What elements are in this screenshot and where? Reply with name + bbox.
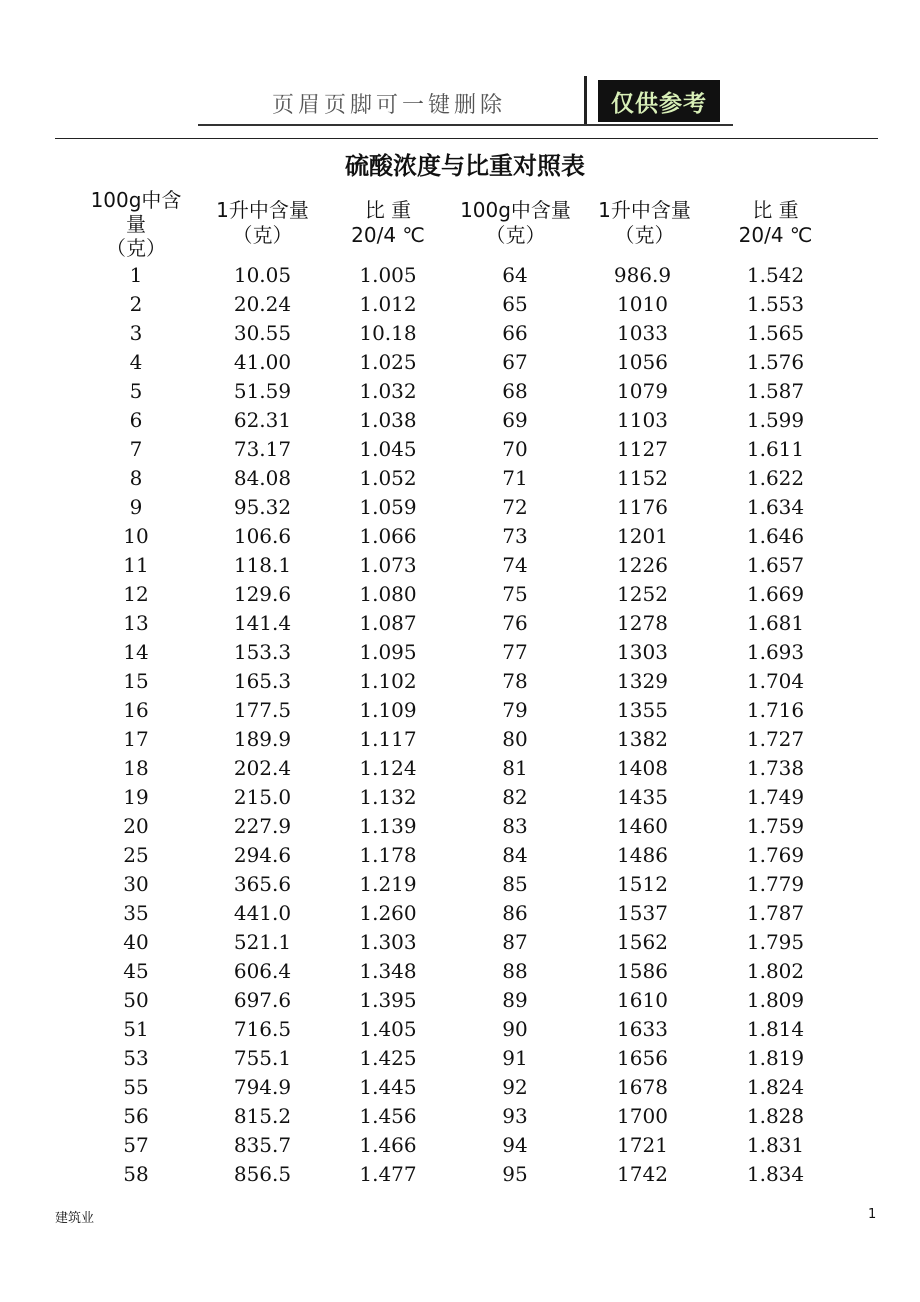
table-cell: 5: [129, 379, 143, 403]
table-cell: 1.831: [746, 1133, 805, 1157]
table-cell: 1329: [617, 669, 668, 693]
column-left-pct: [96, 261, 176, 1189]
table-cell: 365.6: [233, 872, 292, 896]
table-cell: 1512: [617, 872, 668, 896]
table-cell: 1226: [617, 553, 668, 577]
table-cell: 1.025: [359, 350, 417, 374]
table-cell: 1.787: [746, 901, 805, 925]
table-cell: 106.6: [233, 524, 292, 548]
table-cell: 81: [502, 756, 528, 780]
table-cell: 3: [129, 321, 143, 345]
header-sg-left: [333, 198, 443, 248]
table-cell: 1.622: [746, 466, 805, 490]
page-number: 1: [868, 1207, 877, 1222]
table-cell: 521.1: [233, 930, 292, 954]
header-pct-right-line2: （克）: [485, 223, 546, 247]
table-cell: 1586: [617, 959, 668, 983]
header-underline: [198, 124, 733, 126]
table-cell: 1.080: [359, 582, 417, 606]
header-sg-line2: 20/4 ℃: [351, 223, 425, 247]
table-cell: 1.466: [359, 1133, 417, 1157]
table-cell: 1.795: [746, 930, 805, 954]
table-cell: 1460: [617, 814, 668, 838]
header-gpl-right-line2: （克）: [614, 223, 675, 247]
table-cell: 1.553: [746, 292, 805, 316]
table-cell: 202.4: [233, 756, 292, 780]
table-cell: 51: [123, 1017, 149, 1041]
table-cell: 294.6: [233, 843, 292, 867]
table-cell: 74: [502, 553, 528, 577]
header-pct-line2: 量: [126, 212, 146, 236]
header-gpl-line1: 1升中含量: [216, 198, 309, 222]
table-cell: 93: [502, 1104, 528, 1128]
table-cell: 80: [502, 727, 528, 751]
table-cell: 227.9: [233, 814, 292, 838]
column-right-sg: [718, 261, 833, 1189]
table-cell: 1252: [617, 582, 668, 606]
table-cell: 1176: [617, 495, 668, 519]
table-cell: 1278: [617, 611, 668, 635]
table-cell: 1.066: [359, 524, 417, 548]
table-cell: 69: [502, 408, 528, 432]
table-cell: 62.31: [233, 408, 292, 432]
table-cell: 1010: [617, 292, 668, 316]
table-cell: 1.716: [746, 698, 805, 722]
table-cell: 1.032: [359, 379, 417, 403]
table-cell: 56: [123, 1104, 149, 1128]
table-cell: 1.005: [359, 263, 417, 287]
table-cell: 1.576: [746, 350, 805, 374]
table-cell: 177.5: [233, 698, 292, 722]
reference-badge: 仅供参考: [598, 80, 720, 122]
table-cell: 66: [502, 321, 528, 345]
table-cell: 15: [123, 669, 149, 693]
table-cell: 165.3: [233, 669, 292, 693]
table-cell: 1.045: [359, 437, 417, 461]
table-cell: 1.802: [746, 959, 805, 983]
table-cell: 1.117: [359, 727, 417, 751]
table-cell: 1152: [617, 466, 668, 490]
table-cell: 10: [123, 524, 149, 548]
table-cell: 1.095: [359, 640, 417, 664]
table-cell: 1.779: [746, 872, 805, 896]
header-gpl-line2: （克）: [232, 223, 293, 247]
table-cell: 13: [123, 611, 149, 635]
table-cell: 1408: [617, 756, 668, 780]
table-cell: 1.681: [746, 611, 805, 635]
table-cell: 20: [123, 814, 149, 838]
table-cell: 1.260: [359, 901, 417, 925]
table-cell: 91: [502, 1046, 528, 1070]
header-rule: [55, 138, 878, 139]
table-cell: 1.073: [359, 553, 417, 577]
table-cell: 716.5: [233, 1017, 292, 1041]
table-cell: 118.1: [233, 553, 292, 577]
table-cell: 1355: [617, 698, 668, 722]
header-pct-right-line1: 100g中含量: [460, 198, 571, 222]
header-text: 页眉页脚可一键删除: [272, 93, 507, 118]
table-cell: 72: [502, 495, 528, 519]
table-cell: 1.132: [359, 785, 417, 809]
table-cell: 1656: [617, 1046, 668, 1070]
table-cell: 68: [502, 379, 528, 403]
header-pct-right: [448, 198, 583, 248]
table-cell: 1.819: [746, 1046, 805, 1070]
table-cell: 1.646: [746, 524, 805, 548]
table-cell: 1056: [617, 350, 668, 374]
table-cell: 1.657: [746, 553, 805, 577]
table-cell: 1.814: [746, 1017, 805, 1041]
table-cell: 18: [123, 756, 149, 780]
table-cell: 1486: [617, 843, 668, 867]
table-cell: 986.9: [613, 263, 672, 287]
table-cell: 1.669: [746, 582, 805, 606]
header-pct-left: [76, 188, 196, 260]
column-left-sg: [333, 261, 443, 1189]
header-sg-line1: 比 重: [364, 198, 412, 222]
table-cell: 1.704: [746, 669, 805, 693]
table-cell: 1.727: [746, 727, 805, 751]
table-cell: 1610: [617, 988, 668, 1012]
table-cell: 1.749: [746, 785, 805, 809]
table-cell: 441.0: [233, 901, 292, 925]
table-cell: 129.6: [233, 582, 292, 606]
table-cell: 1.038: [359, 408, 417, 432]
table-cell: 815.2: [233, 1104, 292, 1128]
table-cell: 6: [129, 408, 143, 432]
table-cell: 90: [502, 1017, 528, 1041]
table-cell: 84: [502, 843, 528, 867]
table-cell: 53: [123, 1046, 149, 1070]
table-cell: 57: [123, 1133, 149, 1157]
table-cell: 1.634: [746, 495, 805, 519]
table-cell: 1700: [617, 1104, 668, 1128]
table-cell: 697.6: [233, 988, 292, 1012]
table-cell: 215.0: [233, 785, 292, 809]
table-cell: 606.4: [233, 959, 292, 983]
table-cell: 1.219: [359, 872, 417, 896]
header-sg-right-line2: 20/4 ℃: [738, 223, 813, 247]
table-cell: 1.425: [359, 1046, 417, 1070]
table-cell: 1: [129, 263, 143, 287]
table-cell: 1.769: [746, 843, 805, 867]
page-title: 硫酸浓度与比重对照表: [345, 152, 585, 180]
table-cell: 1.809: [746, 988, 805, 1012]
table-cell: 1303: [617, 640, 668, 664]
table-cell: 1127: [617, 437, 668, 461]
table-cell: 1678: [617, 1075, 668, 1099]
table-cell: 70: [502, 437, 528, 461]
footer-category: 建筑业: [55, 1211, 95, 1226]
table-cell: 1.542: [746, 263, 805, 287]
table-cell: 1.109: [359, 698, 417, 722]
table-cell: 1.395: [359, 988, 417, 1012]
table-cell: 1079: [617, 379, 668, 403]
table-cell: 67: [502, 350, 528, 374]
table-cell: 1.599: [746, 408, 805, 432]
table-cell: 30.55: [233, 321, 292, 345]
table-cell: 755.1: [233, 1046, 292, 1070]
header-gpl-right-line1: 1升中含量: [598, 198, 691, 222]
table-cell: 1.178: [359, 843, 417, 867]
table-cell: 1.834: [746, 1162, 805, 1186]
table-cell: 78: [502, 669, 528, 693]
column-right-gpl: [585, 261, 700, 1189]
table-cell: 41.00: [233, 350, 292, 374]
table-cell: 1435: [617, 785, 668, 809]
table-cell: 73: [502, 524, 528, 548]
table-cell: 89: [502, 988, 528, 1012]
table-cell: 1742: [617, 1162, 668, 1186]
table-cell: 94: [502, 1133, 528, 1157]
table-cell: 1.477: [359, 1162, 417, 1186]
table-cell: 83: [502, 814, 528, 838]
table-cell: 30: [123, 872, 149, 896]
table-cell: 1.303: [359, 930, 417, 954]
table-cell: 1.124: [359, 756, 417, 780]
table-cell: 1.405: [359, 1017, 417, 1041]
column-right-pct: [475, 261, 555, 1189]
table-cell: 1.565: [746, 321, 805, 345]
table-cell: 8: [129, 466, 143, 490]
table-cell: 55: [123, 1075, 149, 1099]
table-cell: 1.587: [746, 379, 805, 403]
table-cell: 92: [502, 1075, 528, 1099]
table-cell: 1537: [617, 901, 668, 925]
table-cell: 7: [129, 437, 143, 461]
table-cell: 84.08: [233, 466, 292, 490]
table-cell: 88: [502, 959, 528, 983]
table-cell: 11: [123, 553, 149, 577]
table-cell: 141.4: [233, 611, 292, 635]
table-cell: 4: [129, 350, 143, 374]
header-sg-right-line1: 比 重: [752, 198, 799, 222]
table-cell: 1.693: [746, 640, 805, 664]
table-cell: 1.348: [359, 959, 417, 983]
header-gpl-right: [577, 198, 712, 248]
header-pct-line1: 100g中含: [90, 188, 182, 212]
table-cell: 856.5: [233, 1162, 292, 1186]
table-cell: 1.052: [359, 466, 417, 490]
table-cell: 1.738: [746, 756, 805, 780]
table-cell: 10.05: [233, 263, 292, 287]
table-cell: 19: [123, 785, 149, 809]
header-pct-line3: （克）: [106, 236, 166, 260]
table-cell: 10.18: [359, 321, 417, 345]
table-cell: 85: [502, 872, 528, 896]
table-cell: 1.611: [746, 437, 805, 461]
header-divider: [584, 76, 587, 124]
table-cell: 2: [129, 292, 143, 316]
table-cell: 25: [123, 843, 149, 867]
table-cell: 17: [123, 727, 149, 751]
header-sg-right: [718, 198, 833, 248]
table-cell: 16: [123, 698, 149, 722]
table-cell: 76: [502, 611, 528, 635]
table-cell: 1103: [617, 408, 668, 432]
table-cell: 73.17: [233, 437, 292, 461]
table-cell: 64: [502, 263, 528, 287]
table-cell: 51.59: [233, 379, 292, 403]
table-cell: 87: [502, 930, 528, 954]
table-cell: 1.824: [746, 1075, 805, 1099]
table-cell: 71: [502, 466, 528, 490]
table-cell: 65: [502, 292, 528, 316]
table-cell: 1.059: [359, 495, 417, 519]
table-cell: 1.759: [746, 814, 805, 838]
table-cell: 50: [123, 988, 149, 1012]
table-cell: 95.32: [233, 495, 292, 519]
table-cell: 1201: [617, 524, 668, 548]
table-cell: 153.3: [233, 640, 292, 664]
table-cell: 1.828: [746, 1104, 805, 1128]
table-cell: 35: [123, 901, 149, 925]
table-cell: 1.012: [359, 292, 417, 316]
table-cell: 79: [502, 698, 528, 722]
table-cell: 58: [123, 1162, 149, 1186]
table-cell: 9: [129, 495, 143, 519]
table-cell: 1633: [617, 1017, 668, 1041]
table-cell: 12: [123, 582, 149, 606]
table-cell: 14: [123, 640, 149, 664]
table-cell: 835.7: [233, 1133, 292, 1157]
header-gpl-left: [195, 198, 330, 248]
table-cell: 82: [502, 785, 528, 809]
column-left-gpl: [205, 261, 320, 1189]
table-cell: 77: [502, 640, 528, 664]
table-cell: 1.456: [359, 1104, 417, 1128]
table-cell: 20.24: [233, 292, 292, 316]
table-cell: 1.087: [359, 611, 417, 635]
table-cell: 40: [123, 930, 149, 954]
table-cell: 1033: [617, 321, 668, 345]
table-cell: 1.102: [359, 669, 417, 693]
table-cell: 1562: [617, 930, 668, 954]
table-cell: 1382: [617, 727, 668, 751]
table-cell: 794.9: [233, 1075, 292, 1099]
table-cell: 95: [502, 1162, 528, 1186]
table-cell: 86: [502, 901, 528, 925]
table-cell: 1.139: [359, 814, 417, 838]
table-cell: 75: [502, 582, 528, 606]
table-cell: 45: [123, 959, 149, 983]
table-cell: 1721: [617, 1133, 668, 1157]
table-cell: 189.9: [233, 727, 292, 751]
table-cell: 1.445: [359, 1075, 417, 1099]
